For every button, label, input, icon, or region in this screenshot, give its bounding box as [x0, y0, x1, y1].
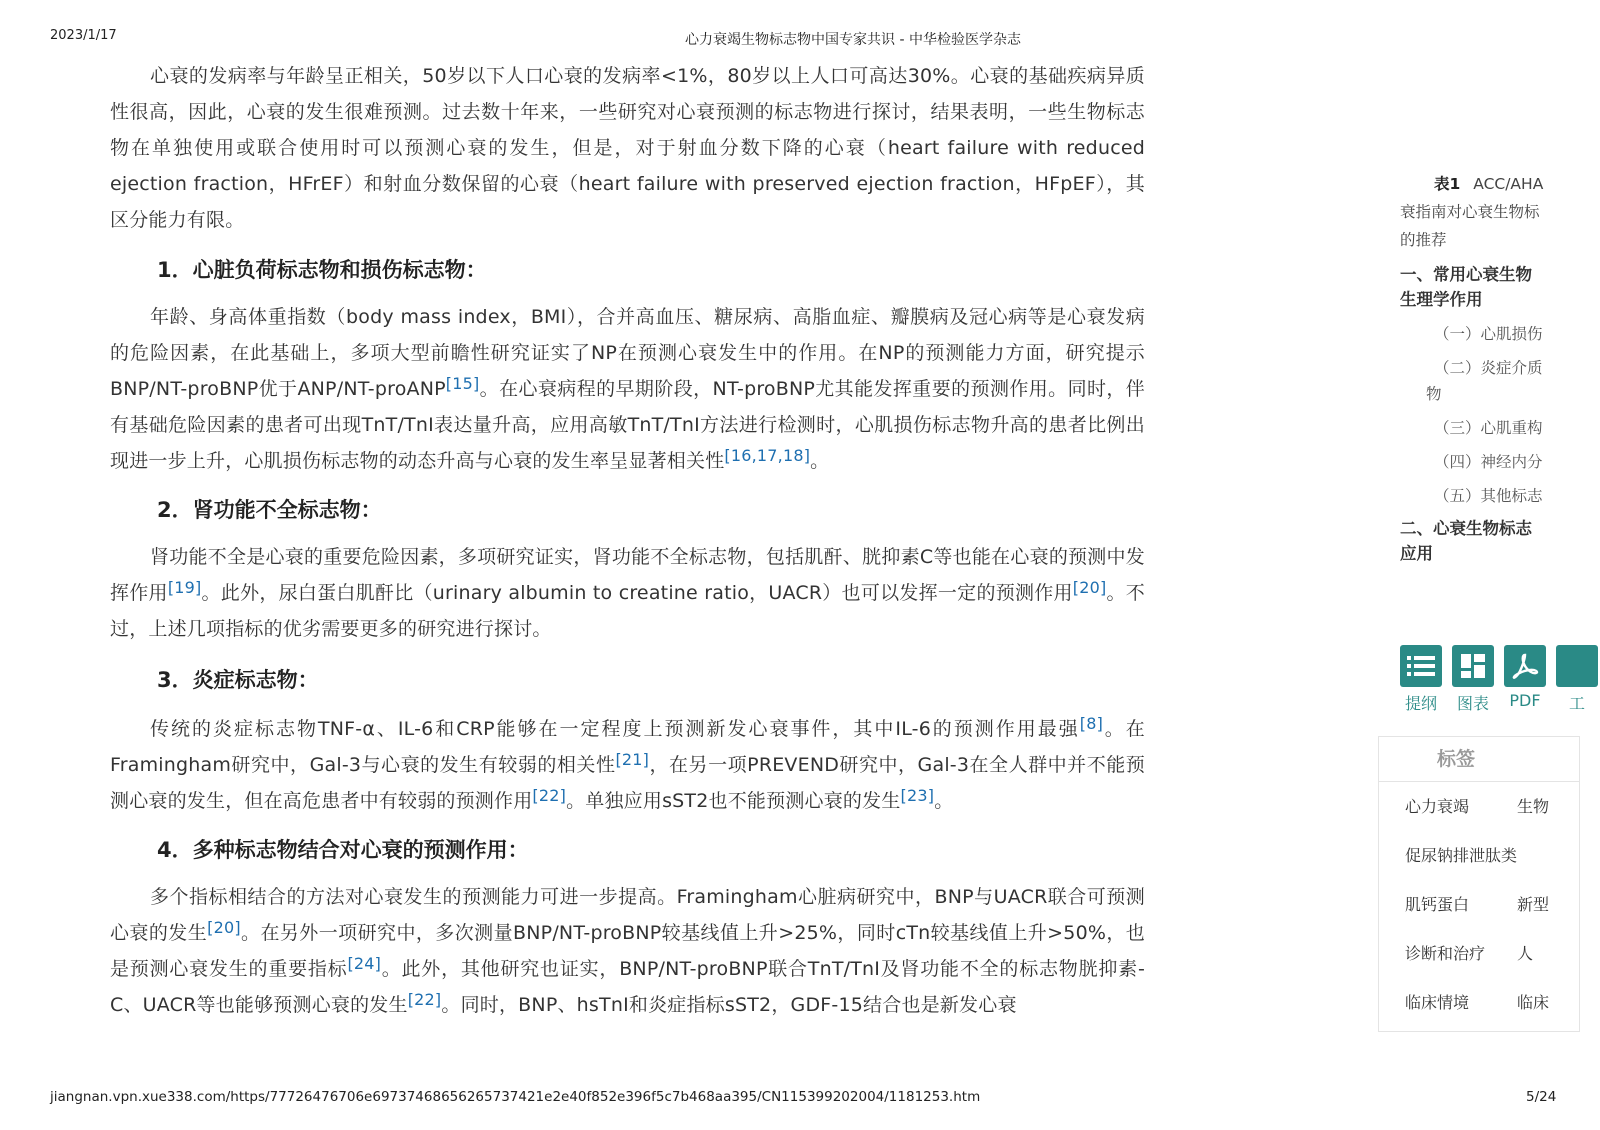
tags-title: 标签	[1379, 737, 1579, 782]
tag-row	[1379, 831, 1579, 880]
paragraph-text: 。同时，BNP、hsTnI和炎症指标sST2，GDF-15结合也是新发心衰	[441, 994, 1017, 1016]
paragraph-text: 。在另外一项研究中，多次测量BNP/NT-proBNP较基线值上升>25%，同时cTn较基线值上升>50%，也是预测心衰发生的重要指标	[110, 922, 1145, 980]
pdf-button[interactable]	[1504, 645, 1546, 714]
table-link[interactable]	[1400, 170, 1558, 198]
section-paragraph-renal	[110, 539, 1145, 647]
toc-subitem-myocardial-injury[interactable]: （一）心肌损伤	[1434, 325, 1543, 343]
print-url: jiangnan.vpn.xue338.com/https/77726476706e69737468656265737421e2e40f852e396f5c7b468aa395/CN115399202004/1181253.htm	[50, 1089, 981, 1105]
citation-link[interactable]: [16,17,18]	[724, 446, 811, 465]
toc-subitem-other-markers[interactable]: （五）其他标志	[1434, 487, 1543, 505]
paragraph-text: 。	[810, 450, 830, 472]
grid-icon	[1452, 645, 1494, 687]
toc-subitem-inflammation-cont[interactable]: 物	[1426, 385, 1442, 403]
tags-box	[1378, 736, 1580, 1032]
figures-label: 图表	[1456, 694, 1489, 713]
print-page-title: 心力衰竭生物标志物中国专家共识 - 中华检验医学杂志	[685, 32, 1021, 48]
citation-link[interactable]: [24]	[347, 954, 382, 973]
toc-subitem-inflammation[interactable]: （二）炎症介质	[1434, 359, 1543, 377]
tag-link[interactable]: 肌钙蛋白	[1405, 895, 1470, 914]
citation-link[interactable]: [15]	[445, 374, 480, 393]
citation-link[interactable]: [8]	[1079, 714, 1104, 733]
table-caption-line: 衰指南对心衰生物标	[1400, 203, 1540, 221]
tag-row	[1379, 782, 1579, 831]
section-heading-cardiac-load: 1．心脏负荷标志物和损伤标志物：	[157, 258, 487, 282]
table-label: 表1	[1434, 175, 1461, 193]
article-body	[110, 58, 1145, 1023]
citation-link[interactable]: [21]	[615, 750, 650, 769]
toc-item-common-markers[interactable]	[1400, 262, 1558, 312]
intro-text: 心衰的发病率与年龄呈正相关，50岁以下人口心衰的发病率<1%，80岁以上人口可高达30%。心衰的基础疾病异质性很高，因此，心衰的发生很难预测。过去数十年来，一些研究对心衰预测的标志物进行探讨，结果表明，一些生物标志物在单独使用或联合使用时可以预测心衰的发生，但是，对于射血分数下降的心衰（heart failure with reduced ejection fraction，HFrEF）和射血分数保留的心衰（heart failure with preserved ejection fraction，HFpEF），其区分能力有限。	[110, 65, 1145, 231]
toc-item-label: 二、心衰生物标志	[1400, 519, 1532, 538]
paragraph-text: ，在另一项PREVEND研究中，Gal-3在全人群中并不能预测心衰的发生，但在高危患者中有较弱的预测作用	[110, 754, 1145, 812]
tag-link[interactable]: 促尿钠排泄肽类	[1405, 846, 1518, 865]
tag-link[interactable]: 新型	[1517, 895, 1550, 914]
paragraph-text: 。此外，其他研究也证实，BNP/NT-proBNP联合TnT/TnI及肾功能不全的标志物胱抑素-C、UACR等也能够预测心衰的发生	[110, 958, 1146, 1016]
tag-row	[1379, 978, 1579, 1027]
tag-link[interactable]: 人	[1517, 944, 1534, 963]
side-panel	[1400, 170, 1585, 1050]
citation-link[interactable]: [20]	[207, 918, 241, 937]
table-caption: ACC/AHA	[1473, 175, 1544, 193]
paragraph-text: 。此外，尿白蛋白肌酐比（urinary albumin to creatine ratio，UACR）也可以发挥一定的预测作用	[201, 582, 1073, 604]
toc-item-label: 应用	[1400, 544, 1433, 563]
more-tools-button[interactable]	[1556, 645, 1598, 714]
outline-label: 提纲	[1404, 694, 1437, 713]
toc-item-applications[interactable]	[1400, 516, 1558, 566]
paragraph-text: 。不过，上述几项指标的优劣需要更多的研究进行探讨。	[110, 582, 1145, 640]
toc-subitem-remodeling[interactable]: （三）心肌重构	[1434, 419, 1543, 437]
toc-item-label: 一、常用心衰生物	[1400, 265, 1532, 284]
section-paragraph-cardiac-load	[110, 299, 1145, 479]
table-caption-line: 的推荐	[1400, 231, 1447, 249]
tag-row	[1379, 880, 1579, 929]
pdf-icon	[1504, 645, 1546, 687]
tool-buttons	[1400, 645, 1598, 714]
paragraph-text: 。在心衰病程的早期阶段，NT-proBNP尤其能发挥重要的预测作用。同时，伴有基础危险因素的患者可出现TnT/TnI表达量升高，应用高敏TnT/TnI方法进行检测时，心肌损伤标志物升高的患者比例出现进一步上升，心肌损伤标志物的动态升高与心衰的发生率呈显著相关性	[110, 378, 1145, 472]
section-heading-inflammation: 3．炎症标志物：	[157, 668, 319, 692]
pdf-label: PDF	[1509, 691, 1541, 710]
citation-link[interactable]: [19]	[167, 578, 202, 597]
citation-link[interactable]: [22]	[532, 786, 567, 805]
paragraph-text: 多个指标相结合的方法对心衰发生的预测能力可进一步提高。Framingham心脏病研究中，BNP与UACR联合可预测心衰的发生	[110, 886, 1145, 944]
section-paragraph-combined	[110, 879, 1145, 1023]
tag-link[interactable]: 诊断和治疗	[1405, 944, 1486, 963]
tools-icon	[1556, 645, 1598, 687]
intro-paragraph	[110, 58, 1145, 238]
paragraph-text: 传统的炎症标志物TNF-α、IL-6和CRP能够在一定程度上预测新发心衰事件，其中IL-6的预测作用最强	[150, 718, 1080, 740]
outline-button[interactable]	[1400, 645, 1442, 714]
figures-button[interactable]	[1452, 645, 1494, 714]
paragraph-text: 。	[934, 790, 954, 812]
paragraph-text: 肾功能不全是心衰的重要危险因素，多项研究证实，肾功能不全标志物，包括肌酐、胱抑素C等也能在心衰的预测中发挥作用	[110, 546, 1145, 604]
tag-link[interactable]: 临床	[1517, 993, 1550, 1012]
more-tools-label: 工	[1568, 694, 1585, 713]
tag-row	[1379, 929, 1579, 978]
paragraph-text: 。单独应用sST2也不能预测心衰的发生	[566, 790, 901, 812]
tag-link[interactable]: 生物	[1517, 797, 1550, 816]
tag-link[interactable]: 临床情境	[1405, 993, 1470, 1012]
section-heading-combined: 4．多种标志物结合对心衰的预测作用：	[157, 838, 529, 862]
list-icon	[1400, 645, 1442, 687]
section-heading-renal: 2．肾功能不全标志物：	[157, 498, 382, 522]
paragraph-text: 年龄、身高体重指数（body mass index，BMI），合并高血压、糖尿病、高脂血症、瓣膜病及冠心病等是心衰发病的危险因素，在此基础上，多项大型前瞻性研究证实了NP在预测心衰发生中的作用。在NP的预测能力方面，研究提示BNP/NT-proBNP优于ANP/NT-proANP	[110, 306, 1145, 400]
toc-item-label: 生理学作用	[1400, 290, 1483, 309]
citation-link[interactable]: [22]	[407, 990, 442, 1009]
print-date: 2023/1/17	[50, 28, 117, 43]
citation-link[interactable]: [23]	[900, 786, 935, 805]
section-paragraph-inflammation	[110, 711, 1145, 819]
citation-link[interactable]: [20]	[1072, 578, 1107, 597]
print-page-number: 5/24	[1526, 1089, 1557, 1105]
toc-subitem-neuroendocrine[interactable]: （四）神经内分	[1434, 453, 1543, 471]
paragraph-text: 。在Framingham研究中，Gal-3与心衰的发生有较弱的相关性	[110, 718, 1145, 776]
tag-link[interactable]: 心力衰竭	[1405, 797, 1470, 816]
